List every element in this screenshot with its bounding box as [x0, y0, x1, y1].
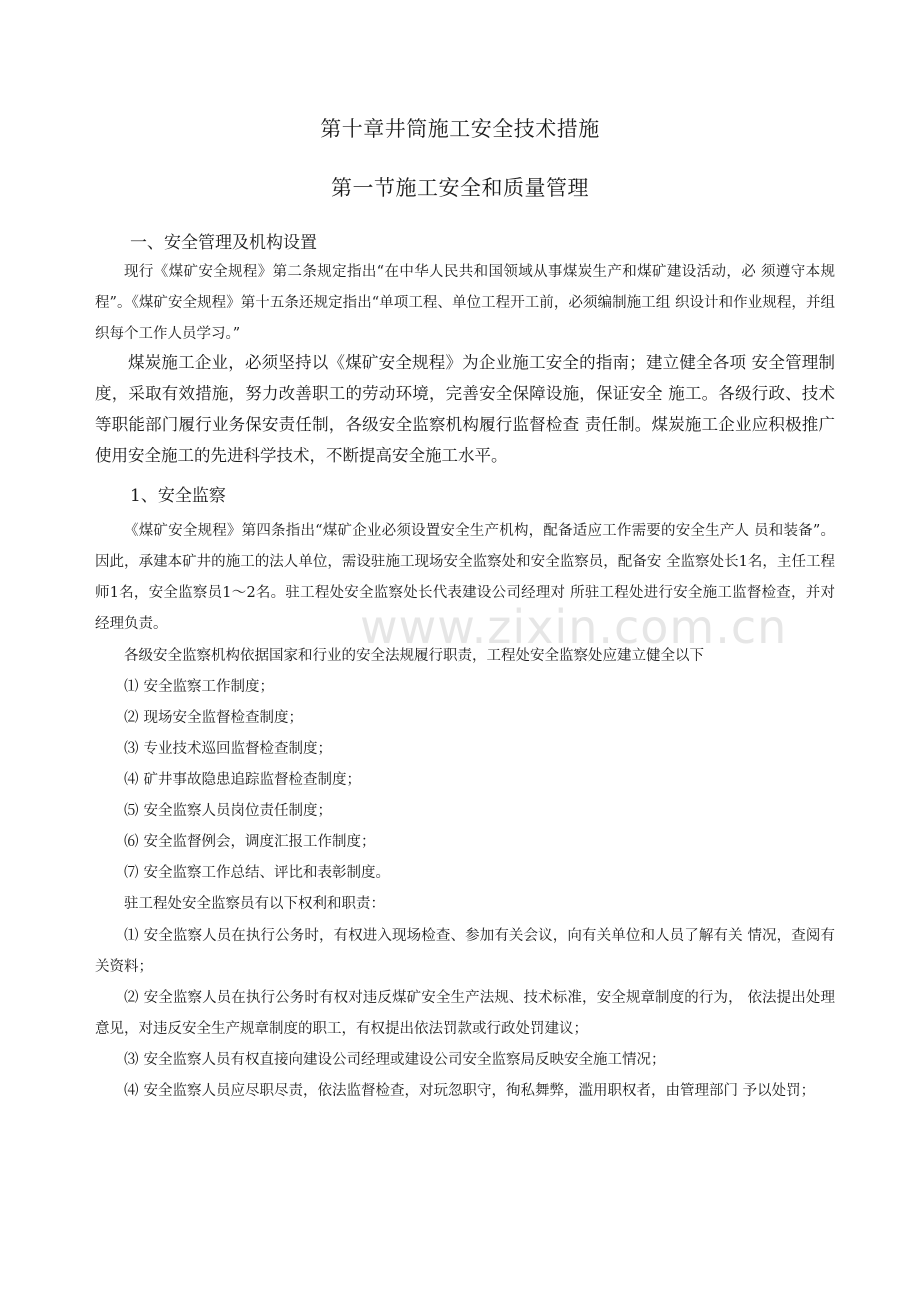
list-item-text: 安全监察人员有权直接向建设公司经理或建设公司安全监察局反映安全施工情况；	[143, 1052, 666, 1068]
list-item-text: 安全监察工作制度；	[143, 679, 274, 695]
section-title: 第一节施工安全和质量管理	[331, 176, 589, 200]
paragraph-inspector-rights: 驻工程处安全监察员有以下权利和职责：	[124, 896, 385, 912]
paragraph-inspection-staff: 《煤矿安全规程》第四条指出“煤矿企业必须设置安全生产机构，配备适应工作需要的安全生产人 员和装备”。因此，承建本矿井的施工的法人单位，需设驻施工现场安全监察处和安全监察员，配备安 全监察处长1名，主任工程师1名，安全监察员1～2名。驻工程处安全监察处长代表建设公司经理对 所驻工程处进行安全施工监督检查，并对经理负责。	[95, 523, 835, 632]
list-item-text: 安全监察人员在执行公务时有权对违反煤矿安全生产法规、技术标准，安全规章制度的行为， 依法提出处理意见，对违反安全生产规章制度的职工，有权提出依法罚款或行政处罚建议；	[95, 990, 836, 1037]
list-item-text: 安全监察工作总结、评比和表彰制度。	[143, 865, 390, 881]
paragraph-inspection-duties: 各级安全监察机构依据国家和行业的安全法规履行职责，工程处安全监察处应建立健全以下	[124, 648, 704, 664]
list-item-text: 矿井事故隐患追踪监督检查制度；	[143, 772, 361, 788]
list-item-text: 专业技术巡回监督检查制度；	[143, 741, 332, 757]
list-item-text: 安全监察人员岗位责任制度；	[143, 803, 332, 819]
watermark: www.zixin.com.cn	[360, 600, 788, 654]
heading-safety-inspection: 1、安全监察	[130, 486, 226, 506]
list-item-number: ⑶	[124, 1052, 139, 1068]
list-item	[95, 827, 835, 858]
list-item-text: 安全监督例会，调度汇报工作制度；	[143, 834, 376, 850]
list-item-number: ⑵	[124, 710, 139, 726]
list-item-number: ⑶	[124, 741, 139, 757]
list-item	[95, 703, 835, 734]
inspection-system-list	[95, 672, 835, 889]
list-item	[95, 983, 835, 1045]
heading-safety-management: 一、安全管理及机构设置	[130, 233, 317, 253]
list-item	[95, 765, 835, 796]
list-item-number: ⑴	[124, 928, 139, 944]
list-item-number: ⑺	[124, 865, 139, 881]
list-item-number: ⑸	[124, 803, 139, 819]
list-item-number: ⑵	[124, 990, 139, 1006]
list-item	[95, 1076, 835, 1107]
list-item	[95, 796, 835, 827]
list-item	[95, 734, 835, 765]
list-item-number: ⑷	[124, 1083, 139, 1099]
list-item	[95, 672, 835, 703]
list-item-number: ⑴	[124, 679, 139, 695]
paragraph-regulations: 现行《煤矿安全规程》第二条规定指出“在中华人民共和国领域从事煤炭生产和煤矿建设活动，必 须遵守本规程”。《煤矿安全规程》第十五条还规定指出“单项工程、单位工程开工前，必须编制施工组 织设计和作业规程，并组织每个工作人员学习。”	[95, 264, 835, 342]
inspector-rights-list	[95, 921, 835, 1107]
list-item	[95, 1045, 835, 1076]
list-item-number: ⑹	[124, 834, 139, 850]
paragraph-enterprise-safety: 煤炭施工企业，必须坚持以《煤矿安全规程》为企业施工安全的指南；建立健全各项 安全管理制度，采取有效措施，努力改善职工的劳动环境，完善安全保障设施，保证安全 施工。各级行政、技术等职能部门履行业务保安责任制，各级安全监察机构履行监督检查 责任制。煤炭施工企业应积极推广使用安全施工的先进科学技术，不断提高安全施工水平。	[95, 353, 835, 465]
list-item-text: 安全监察人员在执行公务时，有权进入现场检查、参加有关会议，向有关单位和人员了解有关 情况，查阅有关资料；	[95, 928, 836, 975]
list-item	[95, 921, 835, 983]
list-item-text: 现场安全监督检查制度；	[143, 710, 303, 726]
list-item	[95, 858, 835, 889]
chapter-title: 第十章井筒施工安全技术措施	[320, 117, 600, 141]
list-item-number: ⑷	[124, 772, 139, 788]
list-item-text: 安全监察人员应尽职尽责，依法监督检查，对玩忽职守，徇私舞弊，滥用职权者，由管理部门 予以处罚；	[143, 1083, 816, 1099]
